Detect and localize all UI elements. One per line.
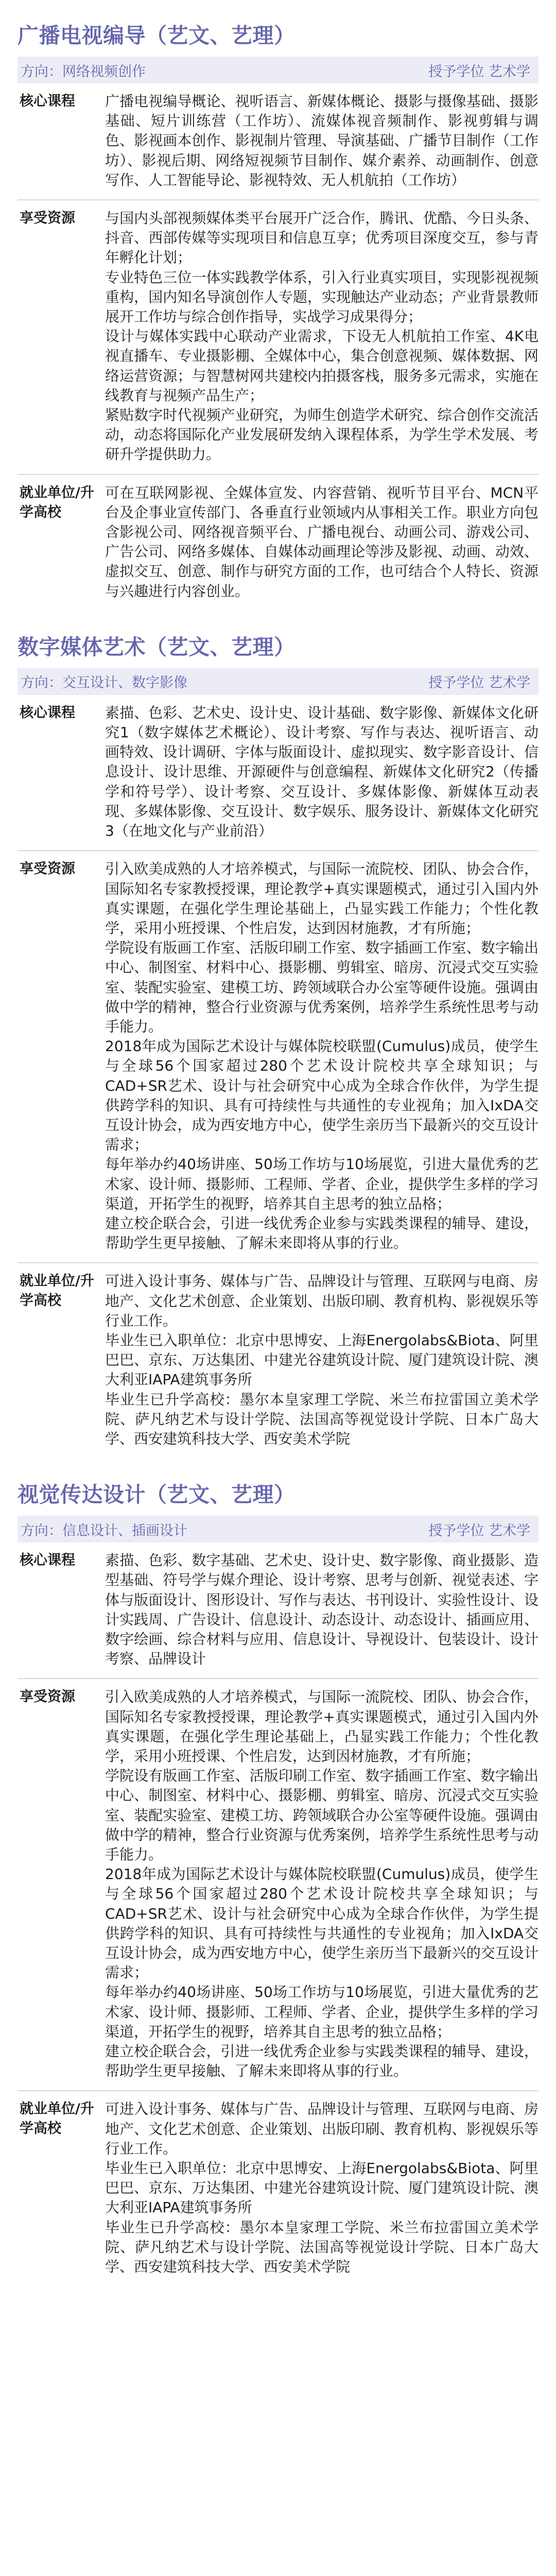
section-label: 享受资源 [20, 861, 75, 877]
section-paragraph: 毕业生已升学高校：墨尔本皇家理工学院、米兰布拉雷国立美术学院、萨凡纳艺术与设计学院、法国高等视觉设计学院、日本广岛大学、西安建筑科技大学、西安美术学院 [105, 1391, 538, 1447]
section-core-courses [18, 703, 538, 841]
section-paragraph: 学院设有版画工作室、活版印刷工作室、数字插画工作室、数字输出中心、制图室、材料中心、摄影棚、剪辑室、暗房、沉浸式交互实验室、装配实验室、建模工坊、跨领域联合办公室等硬件设施。强调由做中学的精神，整合行业资源与优秀案例，培养学生系统性思考与动手能力。 [105, 1767, 538, 1863]
section-body [105, 2099, 538, 2277]
section-body [105, 1551, 538, 1669]
section-body [105, 92, 538, 190]
section-core-courses [18, 92, 538, 190]
section-body [105, 703, 538, 841]
section-paragraph: 建立校企联合会，引进一线优秀企业参与实践类课程的辅导、建设，帮助学生更早接触、了解未来即将从事的行业。 [105, 2043, 538, 2080]
section-paragraph: 广播电视编导概论、视听语言、新媒体概论、摄影与摄像基础、摄影基础、短片训练营（工作坊）、流媒体视音频制作、影视剪辑与调色、影视画本创作、影视制片管理、导演基础、广播节目制作（工作坊）、影视后期、网络短视频节目制作、媒介素养、动画制作、创意写作、人工智能导论、影视特效、无人机航拍（工作坊） [105, 93, 538, 189]
section-resources [18, 1687, 538, 2081]
section-body [105, 859, 538, 1253]
program-degree: 授予学位 艺术学 [428, 63, 530, 80]
program-title: 广播电视编导（艺文、艺理） [18, 23, 296, 48]
section-paragraph: 每年举办约40场讲座、50场工作坊与10场展览，引进大量优秀的艺术家、设计师、摄影师、工程师、学者、企业，提供学生多样的学习渠道，开拓学生的视野，培养其自主思考的独立品格； [105, 1156, 538, 1212]
section-label: 就业单位/升学高校 [20, 1273, 94, 1309]
program-broadcast-directing [18, 0, 538, 614]
section-divider [18, 2090, 538, 2091]
section-divider [18, 1262, 538, 1263]
section-body [105, 1272, 538, 1449]
program-direction: 方向：交互设计、数字影像 [21, 675, 187, 691]
section-paragraph: 设计与媒体实践中心联动产业需求，下设无人机航拍工作室、4K电视直播车、专业摄影棚、全媒体中心，集合创意视频、媒体数据、网络运营资源；与智慧树网共建校内拍摄客栈，服务多元需求，实施在线教育与视频产品生产； [105, 328, 538, 404]
program-subheader [18, 57, 538, 83]
program-degree: 授予学位 艺术学 [428, 675, 530, 691]
section-body [105, 1687, 538, 2081]
section-paragraph: 可进入设计事务、媒体与广告、品牌设计与管理、互联网与电商、房地产、文化艺术创意、企业策划、出版印刷、教育机构、影视娱乐等行业工作。 [105, 1273, 538, 1329]
section-body [105, 209, 538, 465]
section-paragraph: 专业特色三位一体实践教学体系，引入行业真实项目，实现影视视频重构，国内知名导演创作人专题，实现触达产业动态；产业背景教师展开工作坊与综合创作指导，实战学习成果得分； [105, 268, 538, 326]
program-direction: 方向：信息设计、插画设计 [21, 1522, 187, 1539]
section-paragraph: 毕业生已升学高校：墨尔本皇家理工学院、米兰布拉雷国立美术学院、萨凡纳艺术与设计学院、法国高等视觉设计学院、日本广岛大学、西安建筑科技大学、西安美术学院 [105, 2218, 538, 2276]
section-paragraph: 2018年成为国际艺术设计与媒体院校联盟(Cumulus)成员，使学生与全球56个国家超过280个艺术设计院校共享全球知识；与CAD+SR艺术、设计与社会研究中心成为全球合作伙伴，为学生提供跨学科的知识、具有可持续性与共通性的专业视角；加入IxDA交互设计协会，成为西安地方中心，使学生亲历当下最新兴的交互设计需求； [105, 1866, 538, 1981]
section-label: 享受资源 [20, 210, 75, 227]
program-direction: 方向：网络视频创作 [21, 63, 146, 80]
section-paragraph: 与国内头部视频媒体类平台展开广泛合作，腾讯、优酷、今日头条、抖音、西部传媒等实现项目和信息互享；优秀项目深度交互，参与青年孵化计划； [105, 210, 538, 266]
section-paragraph: 引入欧美成熟的人才培养模式，与国际一流院校、团队、协会合作，国际知名专家教授授课，理论教学+真实课题模式，通过引入国内外真实课题，在强化学生理论基础上，凸显实践工作能力；个性化教学，采用小班授课、个性启发，达到因材施教，才有所施； [105, 860, 538, 937]
section-paragraph: 学院设有版画工作室、活版印刷工作室、数字插画工作室、数字输出中心、制图室、材料中心、摄影棚、剪辑室、暗房、沉浸式交互实验室、装配实验室、建模工坊、跨领域联合办公室等硬件设施。强调由做中学的精神，整合行业资源与优秀案例，培养学生系统性思考与动手能力。 [105, 939, 538, 1035]
section-paragraph: 可进入设计事务、媒体与广告、品牌设计与管理、互联网与电商、房地产、文化艺术创意、企业策划、出版印刷、教育机构、影视娱乐等行业工作。 [105, 2100, 538, 2157]
program-subheader [18, 1516, 538, 1543]
section-employment [18, 1272, 538, 1449]
section-label: 核心课程 [20, 1552, 75, 1569]
section-resources [18, 859, 538, 1253]
section-paragraph: 引入欧美成熟的人才培养模式，与国际一流院校、团队、协会合作，国际知名专家教授授课，理论教学+真实课题模式，通过引入国内外真实课题，在强化学生理论基础上，凸显实践工作能力；个性化教学，采用小班授课、个性启发，达到因材施教，才有所施； [105, 1688, 538, 1765]
section-divider [18, 1678, 538, 1679]
section-resources [18, 209, 538, 465]
section-label: 核心课程 [20, 704, 75, 721]
section-body [105, 483, 538, 601]
section-label: 享受资源 [20, 1689, 75, 1705]
program-digital-media-art [18, 614, 538, 1461]
section-paragraph: 每年举办约40场讲座、50场工作坊与10场展览，引进大量优秀的艺术家、设计师、摄影师、工程师、学者、企业，提供学生多样的学习渠道，开拓学生的视野，培养其自主思考的独立品格； [105, 1984, 538, 2040]
section-divider [18, 474, 538, 475]
program-degree: 授予学位 艺术学 [428, 1522, 530, 1539]
section-employment [18, 483, 538, 601]
program-list [18, 0, 538, 2289]
program-title: 数字媒体艺术（艺文、艺理） [18, 634, 296, 659]
section-core-courses [18, 1551, 538, 1669]
section-employment [18, 2099, 538, 2277]
section-divider [18, 850, 538, 851]
program-visual-communication [18, 1461, 538, 2289]
section-paragraph: 素描、色彩、数字基础、艺术史、设计史、数字影像、商业摄影、造型基础、符号学与媒介理论、设计考察、思考与创新、视觉表述、字体与版面设计、图形设计、写作与表达、书刊设计、实验性设计、设计实践周、广告设计、信息设计、动态设计、动态设计、插画应用、数字绘画、综合材料与应用、信息设计、导视设计、包装设计、设计考察、品牌设计 [105, 1552, 538, 1668]
program-subheader [18, 668, 538, 695]
section-paragraph: 紧贴数字时代视频产业研究，为师生创造学术研究、综合创作交流活动，动态将国际化产业发展研发纳入课程体系，为学生学术发展、考研升学提供助力。 [105, 406, 538, 463]
program-title: 视觉传达设计（艺文、艺理） [18, 1482, 296, 1507]
section-paragraph: 建立校企联合会，引进一线优秀企业参与实践类课程的辅导、建设，帮助学生更早接触、了解未来即将从事的行业。 [105, 1214, 538, 1252]
section-paragraph: 素描、色彩、艺术史、设计史、设计基础、数字影像、新媒体文化研究1（数字媒体艺术概论）、设计考察、写作与表达、视听语言、动画特效、设计调研、字体与版面设计、虚拟现实、数字影音设计、信息设计、设计思维、开源硬件与创意编程、新媒体文化研究2（传播学和符号学）、设计考察、交互设计、多媒体影像、新媒体互动表现、多媒体影像、交互设计、数字娱乐、服务设计、新媒体文化研究3（在地文化与产业前沿） [105, 704, 538, 840]
section-label: 就业单位/升学高校 [20, 484, 94, 520]
section-paragraph: 毕业生已入职单位：北京中思博安、上海Energolabs&Biota、阿里巴巴、京东、万达集团、中建光谷建筑设计院、厦门建筑设计院、澳大利亚IAPA建筑事务所 [105, 2160, 538, 2216]
section-label: 核心课程 [20, 93, 75, 109]
section-paragraph: 2018年成为国际艺术设计与媒体院校联盟(Cumulus)成员，使学生与全球56个国家超过280个艺术设计院校共享全球知识；与CAD+SR艺术、设计与社会研究中心成为全球合作伙伴，为学生提供跨学科的知识、具有可持续性与共通性的专业视角；加入IxDA交互设计协会，成为西安地方中心，使学生亲历当下最新兴的交互设计需求； [105, 1038, 538, 1154]
section-divider [18, 199, 538, 200]
section-paragraph: 毕业生已入职单位：北京中思博安、上海Energolabs&Biota、阿里巴巴、京东、万达集团、中建光谷建筑设计院、厦门建筑设计院、澳大利亚IAPA建筑事务所 [105, 1331, 538, 1388]
section-label: 就业单位/升学高校 [20, 2101, 94, 2137]
section-paragraph: 可在互联网影视、全媒体宣发、内容营销、视听节目平台、MCN平台及企事业宣传部门、各垂直行业领域内从事相关工作。职业方向包含影视公司、网络视音频平台、广播电视台、动画公司、游戏公司、广告公司、网络多媒体、自媒体动画理论等涉及影视、动画、动效、虚拟交互、创意、制作与研究方面的工作，也可结合个人特长、资源与兴趣进行内容创业。 [105, 484, 538, 600]
